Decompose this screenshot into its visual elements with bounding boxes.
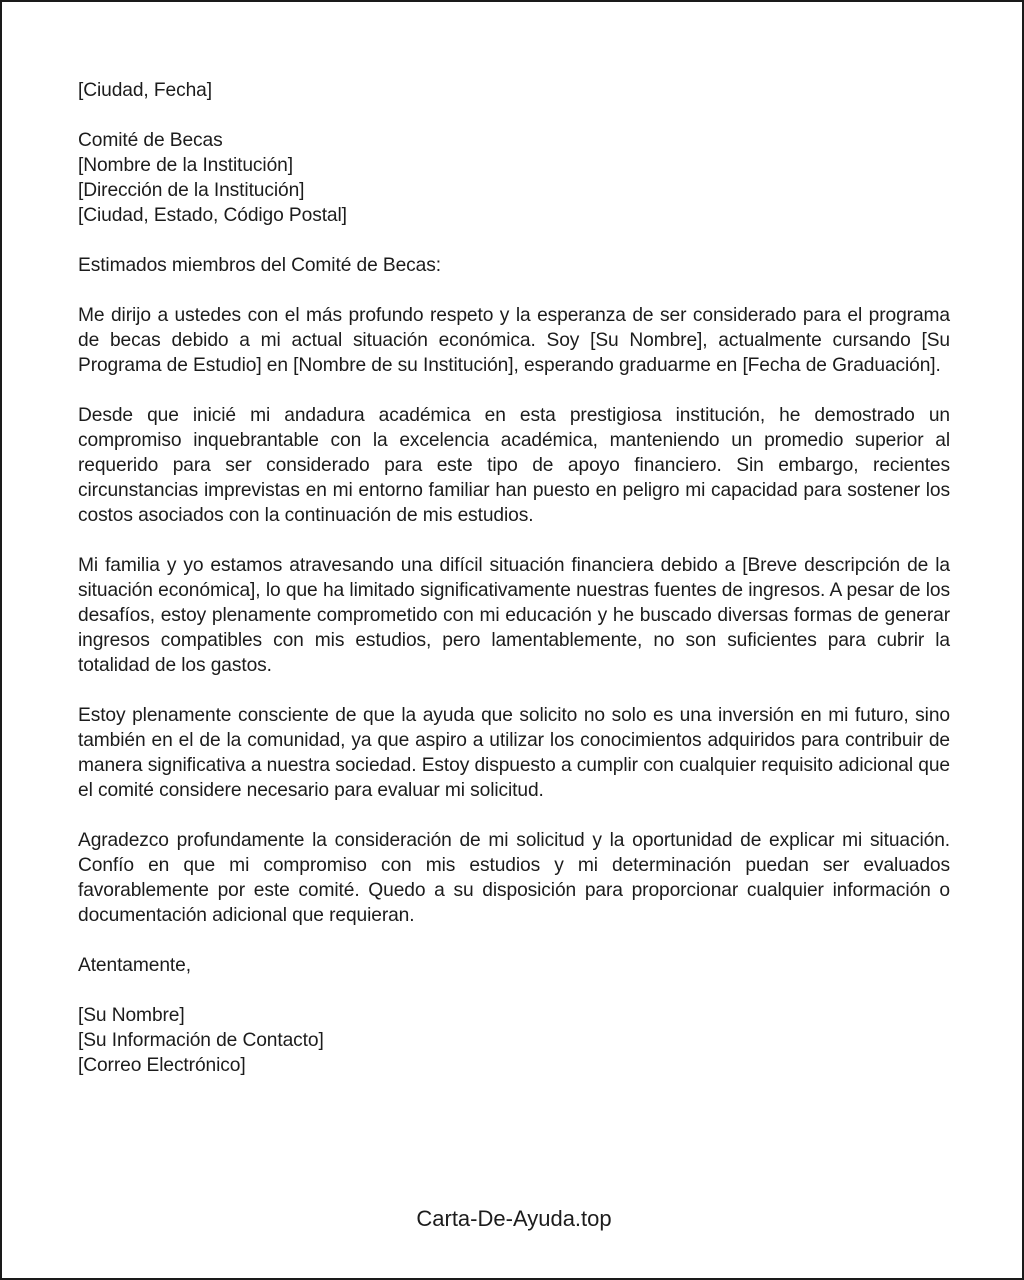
signature-email: [Correo Electrónico] [78,1055,246,1076]
body-paragraph-financial-situation: Mi familia y yo estamos atravesando una difícil situación financiera debido a [Breve descripción de la situación económica], lo que ha limitado significativamente nuestras fuentes de ingresos. A pesar de los desafíos, estoy plenamente comprometido con mi educación y he buscado diversas formas de generar ingresos compatibles con mis estudios, pero lamentablemente, no son suficientes para cubrir la totalidad de los gastos. [78,555,950,676]
body-paragraph-intro: Me dirijo a ustedes con el más profundo respeto y la esperanza de ser considerado para el programa de becas debido a mi actual situación económica. Soy [Su Nombre], actualmente cursando [Su Programa de Estudio] en [Nombre de su Institución], esperando graduarme en [Fecha de Graduación]. [78,305,950,376]
recipient-city-state-zip: [Ciudad, Estado, Código Postal] [78,205,347,226]
letter-body [78,78,950,1103]
recipient-committee: Comité de Becas [78,130,223,151]
body-paragraph-gratitude: Agradezco profundamente la consideración de mi solicitud y la oportunidad de explicar mi situación. Confío en que mi compromiso con mis estudios y mi determinación puedan ser evaluados favorablemente por este comité. Quedo a su disposición para proporcionar cualquier información o documentación adicional que requieran. [78,830,950,926]
salutation: Estimados miembros del Comité de Becas: [78,255,441,276]
body-paragraph-academic-record: Desde que inicié mi andadura académica en esta prestigiosa institución, he demostrado un compromiso inquebrantable con la excelencia académica, manteniendo un promedio superior al requerido para ser considerado para este tipo de apoyo financiero. Sin embargo, recientes circunstancias imprevistas en mi entorno familiar han puesto en peligro mi capacidad para sostener los costos asociados con la continuación de mis estudios. [78,405,950,526]
signature-block [78,1003,950,1078]
recipient-institution-address: [Dirección de la Institución] [78,180,305,201]
closing-block [78,953,950,978]
salutation-block [78,253,950,278]
recipient-institution-name: [Nombre de la Institución] [78,155,293,176]
date-line: [Ciudad, Fecha] [78,80,212,101]
date-block [78,78,950,103]
footer-site-name: Carta-De-Ayuda.top [416,1206,612,1231]
closing: Atentamente, [78,955,191,976]
body-paragraph-commitment: Estoy plenamente consciente de que la ayuda que solicito no solo es una inversión en mi futuro, sino también en el de la comunidad, ya que aspiro a utilizar los conocimientos adquiridos para contribuir de manera significativa a nuestra sociedad. Estoy dispuesto a cumplir con cualquier requisito adicional que el comité considere necesario para evaluar mi solicitud. [78,705,950,801]
signature-name: [Su Nombre] [78,1005,185,1026]
signature-contact: [Su Información de Contacto] [78,1030,324,1051]
recipient-address [78,128,950,228]
